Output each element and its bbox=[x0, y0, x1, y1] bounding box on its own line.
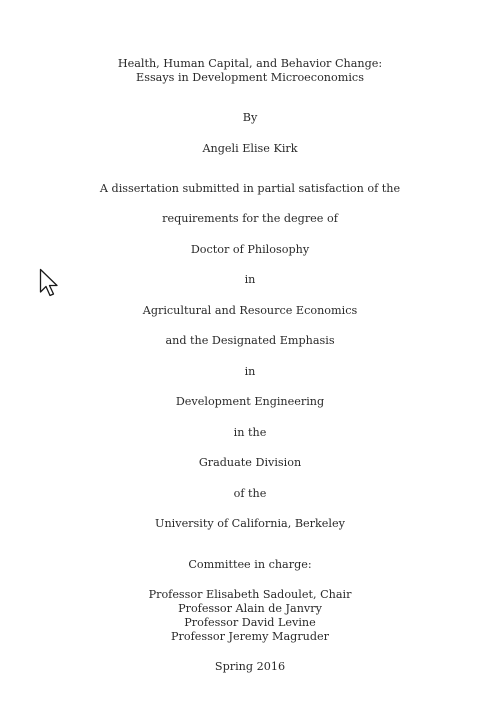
title-line-1: Health, Human Capital, and Behavior Change: bbox=[117, 57, 383, 70]
committee-member: Professor Alain de Janvry bbox=[178, 602, 322, 615]
committee-member: Professor David Levine bbox=[184, 616, 316, 629]
statement-line-1: A dissertation submitted in partial satisfaction of the bbox=[99, 182, 401, 195]
connector-in-1: in bbox=[244, 273, 256, 286]
title-line-2: Essays in Development Microeconomics bbox=[136, 71, 364, 84]
connector-in-2: in bbox=[244, 365, 256, 378]
committee-heading: Committee in charge: bbox=[188, 558, 312, 571]
field-name: Agricultural and Resource Economics bbox=[142, 304, 358, 317]
emphasis-line: and the Designated Emphasis bbox=[165, 334, 335, 347]
university-name: University of California, Berkeley bbox=[155, 517, 345, 530]
division-name: Graduate Division bbox=[198, 456, 302, 469]
author-name: Angeli Elise Kirk bbox=[202, 142, 298, 155]
connector-of-the: of the bbox=[233, 487, 267, 500]
by-label: By bbox=[242, 111, 258, 124]
emphasis-name: Development Engineering bbox=[175, 395, 325, 408]
degree-name: Doctor of Philosophy bbox=[190, 243, 310, 256]
mouse-pointer-arrow-icon bbox=[39, 268, 61, 300]
statement-line-2: requirements for the degree of bbox=[162, 212, 338, 225]
submission-date: Spring 2016 bbox=[214, 660, 286, 673]
committee-member: Professor Elisabeth Sadoulet, Chair bbox=[148, 588, 352, 601]
connector-in-the: in the bbox=[233, 426, 267, 439]
committee-member: Professor Jeremy Magruder bbox=[170, 630, 330, 643]
